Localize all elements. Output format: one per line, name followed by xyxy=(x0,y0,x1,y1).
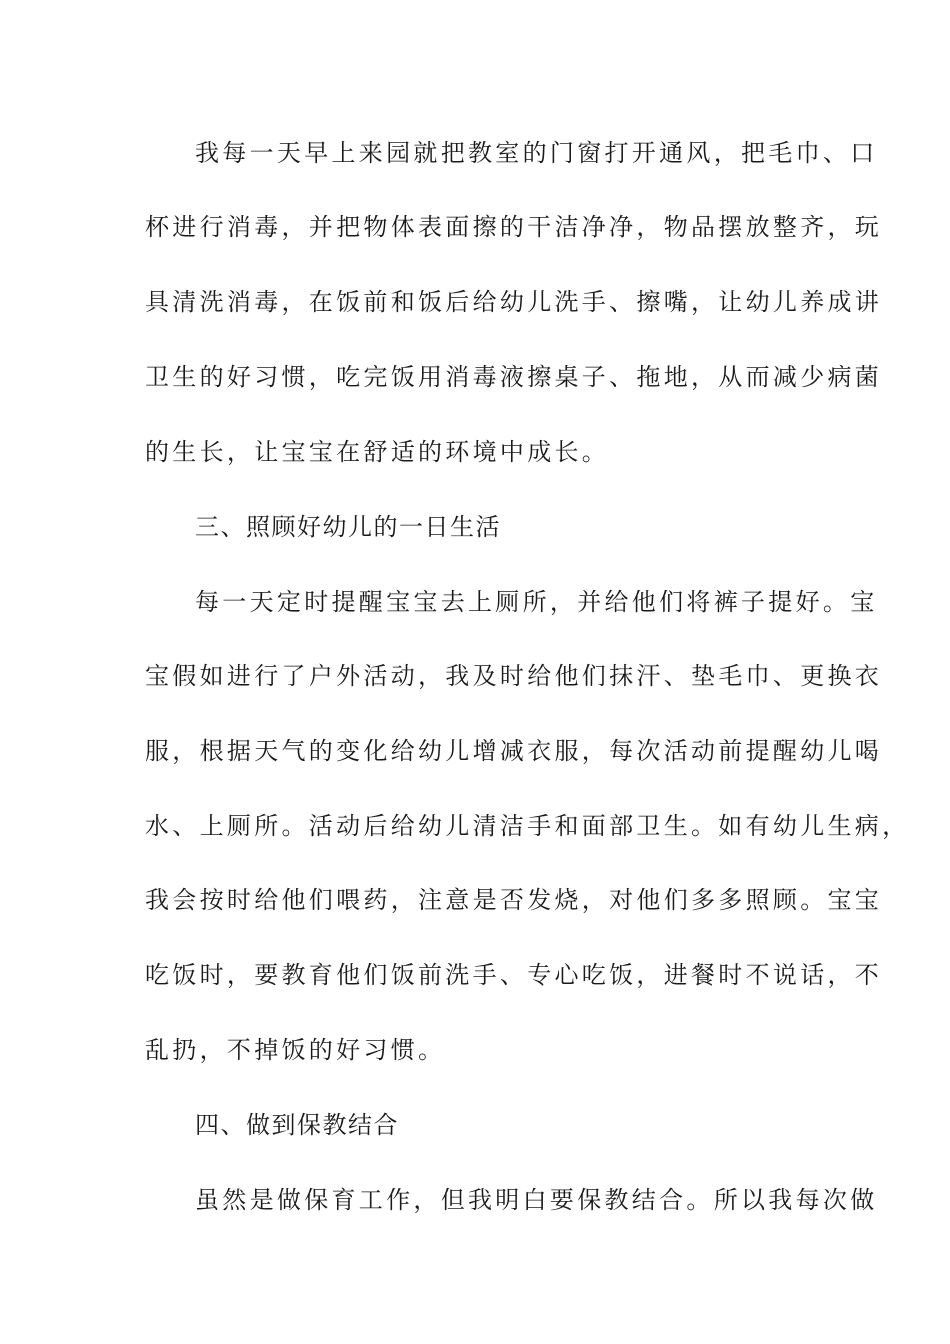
paragraph-line: 乱扔，不掉饭的好习惯。 xyxy=(145,1036,446,1064)
section-heading: 四、做到保教结合 xyxy=(195,1111,399,1139)
paragraph-line: 水、上厕所。活动后给幼儿清洁手和面部卫生。如有幼儿生病， xyxy=(145,812,910,840)
paragraph-line: 虽然是做保育工作，但我明白要保教结合。所以我每次做 xyxy=(195,1186,878,1214)
paragraph-line: 宝假如进行了户外活动，我及时给他们抹汗、垫毛巾、更换衣 xyxy=(145,662,883,690)
paragraph-line: 杯进行消毒，并把物体表面擦的干洁净净，物品摆放整齐，玩 xyxy=(145,213,883,241)
paragraph-line: 每一天定时提醒宝宝去上厕所，并给他们将裤子提好。宝 xyxy=(195,588,878,616)
paragraph-line: 我会按时给他们喂药，注意是否发烧，对他们多多照顾。宝宝 xyxy=(145,886,883,914)
paragraph-line: 吃饭时，要教育他们饭前洗手、专心吃饭，进餐时不说话，不 xyxy=(145,961,883,989)
section-heading: 三、照顾好幼儿的一日生活 xyxy=(195,513,501,541)
paragraph-line: 的生长，让宝宝在舒适的环境中成长。 xyxy=(145,438,610,466)
paragraph-line: 具清洗消毒，在饭前和饭后给幼儿洗手、擦嘴，让幼儿养成讲 xyxy=(145,288,883,316)
paragraph-line: 卫生的好习惯，吃完饭用消毒液擦桌子、拖地，从而减少病菌 xyxy=(145,363,883,391)
paragraph-line: 我每一天早上来园就把教室的门窗打开通风，把毛巾、口 xyxy=(195,139,878,167)
paragraph-line: 服，根据天气的变化给幼儿增减衣服，每次活动前提醒幼儿喝 xyxy=(145,737,883,765)
